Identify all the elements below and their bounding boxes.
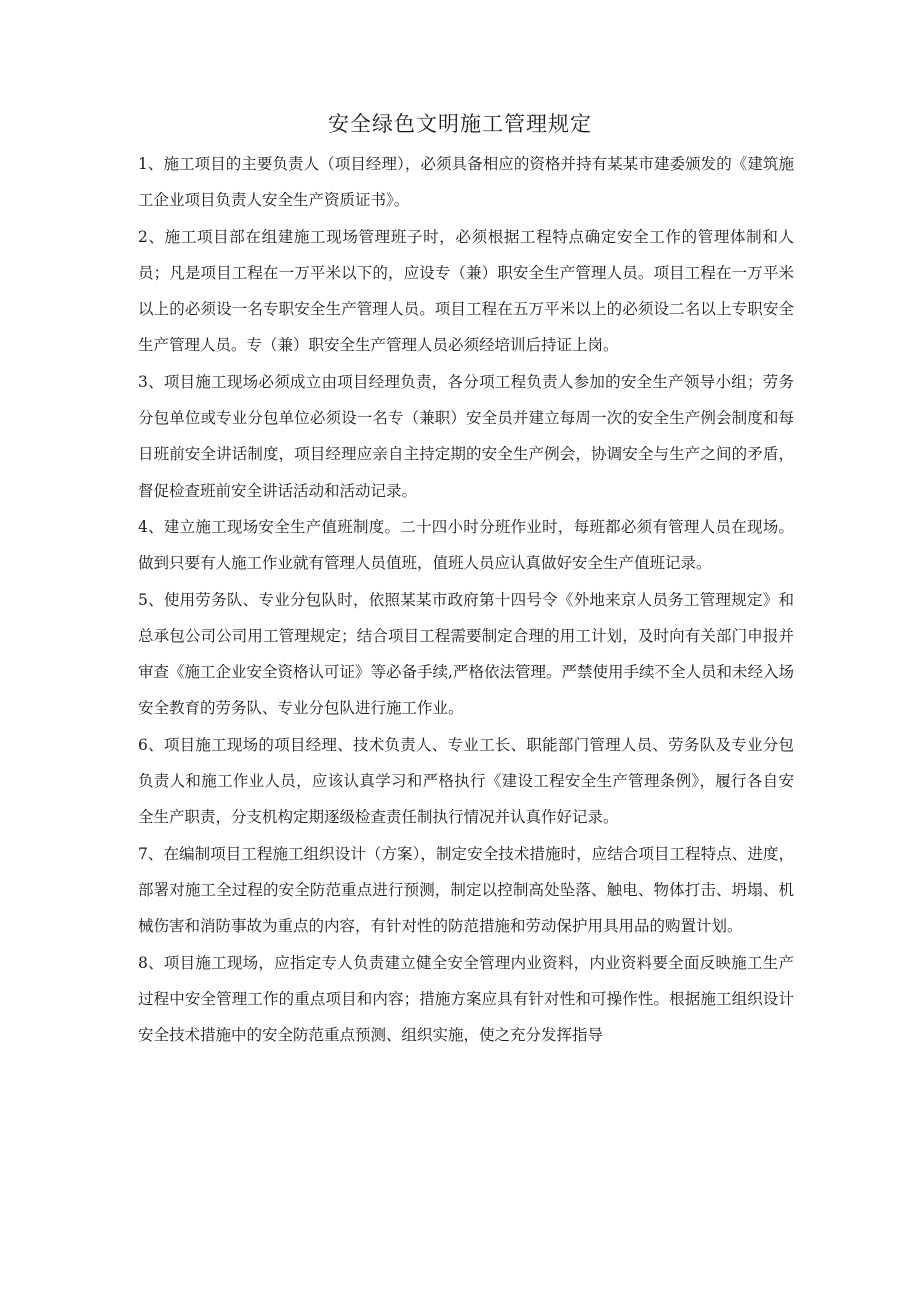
- document-title: 安全绿色文明施工管理规定: [328, 112, 592, 136]
- paragraph-5: 5、使用劳务队、专业分包队时，依照某某市政府第十四号令《外地来京人员务工管理规定》和总承包公司公司用工管理规定；结合项目工程需要制定合理的用工计划，及时向有关部门申报并审查《施工企业安全资格认可证》等必备手续,严格依法管理。严禁使用手续不全人员和未经入场安全教育的劳务队、专业分包队进行施工作业。: [138, 590, 794, 718]
- paragraph-7: 7、在编制项目工程施工组织设计（方案），制定安全技术措施时，应结合项目工程特点、进度，部署对施工全过程的安全防范重点进行预测，制定以控制高处坠落、触电、物体打击、坍塌、机械伤害和消防事故为重点的内容，有针对性的防范措施和劳动保护用具用品的购置计划。: [138, 844, 794, 936]
- paragraph-8: 8、项目施工现场，应指定专人负责建立健全安全管理内业资料，内业资料要全面反映施工生产过程中安全管理工作的重点项目和内容；措施方案应具有针对性和可操作性。根据施工组织设计安全技术措施中的安全防范重点预测、组织实施，使之充分发挥指导: [138, 953, 794, 1045]
- paragraph-4: 4、建立施工现场安全生产值班制度。二十四小时分班作业时，每班都必须有管理人员在现场。做到只要有人施工作业就有管理人员值班，值班人员应认真做好安全生产值班记录。: [138, 517, 794, 573]
- paragraph-6: 6、项目施工现场的项目经理、技术负责人、专业工长、职能部门管理人员、劳务队及专业分包负责人和施工作业人员，应该认真学习和严格执行《建设工程安全生产管理条例》，履行各自安全生产职责，分支机构定期逐级检查责任制执行情况并认真作好记录。: [138, 735, 794, 827]
- document-body: [138, 146, 794, 1053]
- paragraph-2: 2、施工项目部在组建施工现场管理班子时，必须根据工程特点确定安全工作的管理体制和人员；凡是项目工程在一万平米以下的，应设专（兼）职安全生产管理人员。项目工程在一万平米以上的必须设一名专职安全生产管理人员。项目工程在五万平米以上的必须设二名以上专职安全生产管理人员。专（兼）职安全生产管理人员必须经培训后持证上岗。: [138, 227, 794, 355]
- paragraph-1: 1、施工项目的主要负责人（项目经理），必须具备相应的资格并持有某某市建委颁发的《建筑施工企业项目负责人安全生产资质证书》。: [138, 155, 794, 210]
- paragraph-3: 3、项目施工现场必须成立由项目经理负责，各分项工程负责人参加的安全生产领导小组；劳务分包单位或专业分包单位必须设一名专（兼职）安全员并建立每周一次的安全生产例会制度和每日班前安全讲话制度，项目经理应亲自主持定期的安全生产例会，协调安全与生产之间的矛盾，督促检查班前安全讲话活动和活动记录。: [138, 372, 794, 500]
